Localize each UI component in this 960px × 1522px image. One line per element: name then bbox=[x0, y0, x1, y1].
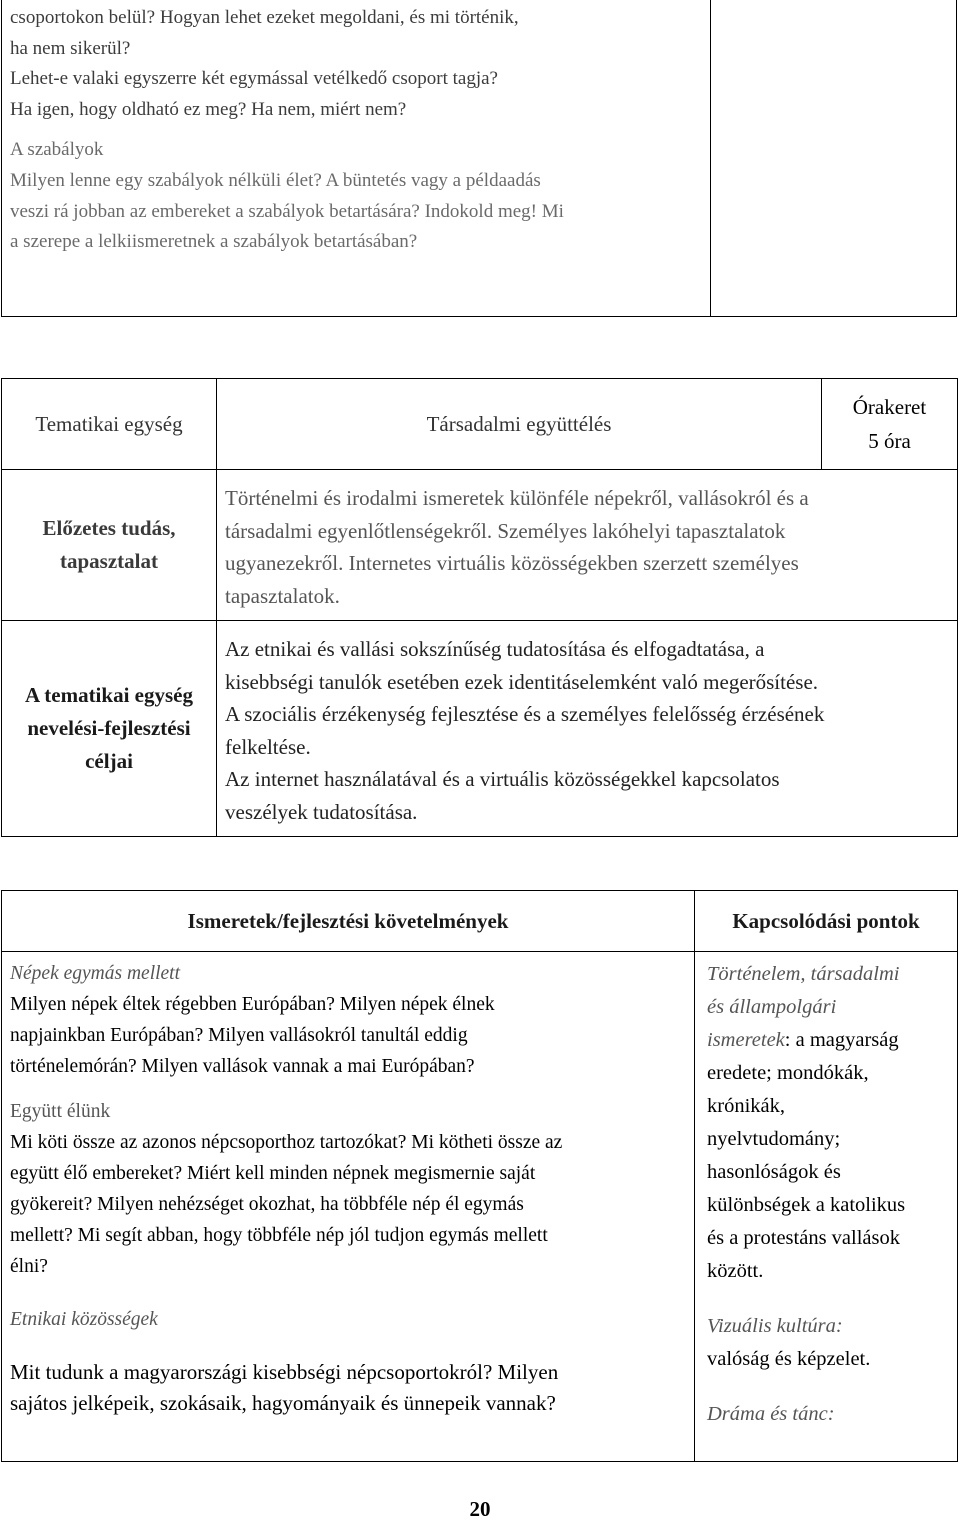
link-title: ismeretek bbox=[707, 1029, 785, 1051]
links-cell-empty bbox=[711, 0, 957, 317]
hours-value: 5 óra bbox=[868, 429, 911, 453]
link-text: között. bbox=[707, 1260, 764, 1282]
link-title: Dráma és tánc: bbox=[707, 1403, 835, 1425]
prior-knowledge-label bbox=[2, 470, 217, 621]
label-line: A tematikai egység bbox=[25, 683, 193, 707]
link-title: Történelem, társadalmi bbox=[707, 963, 900, 985]
text-line: felkeltése. bbox=[225, 734, 311, 759]
text-line: Mit tudunk a magyarországi kisebbségi népcsoportokról? Milyen bbox=[10, 1360, 559, 1384]
text-line: csoportokon belül? Hogyan lehet ezeket megoldani, és mi történik, bbox=[10, 7, 519, 28]
text-line: mellett? Mi segít abban, hogy többféle nép jól tudjon egymás mellett bbox=[10, 1225, 548, 1246]
requirements-header: Ismeretek/fejlesztési követelmények bbox=[2, 891, 695, 952]
label-line: Előzetes tudás, bbox=[42, 516, 176, 540]
text-line: Mi köti össze az azonos népcsoporthoz tartozókat? Mi kötheti össze az bbox=[10, 1132, 563, 1153]
text-line: Milyen népek éltek régebben Európában? Milyen népek élnek bbox=[10, 994, 495, 1015]
text-line: Az etnikai és vallási sokszínűség tudatosítása és elfogadtatása, a bbox=[225, 637, 765, 661]
text-line: élni? bbox=[10, 1256, 48, 1277]
continuation-table bbox=[1, 0, 957, 317]
label-line: tapasztalat bbox=[60, 549, 158, 573]
text-line: történelemórán? Milyen vallások vannak a mai Európában? bbox=[10, 1056, 475, 1077]
text-line: napjainkban Európában? Milyen vallásokról tanultál eddig bbox=[10, 1025, 468, 1046]
hours-cell bbox=[822, 379, 958, 470]
link-text: különbségek a katolikus bbox=[707, 1194, 906, 1216]
text-line: a szerepe a lelkiismeretnek a szabályok betartásában? bbox=[10, 231, 418, 253]
link-line bbox=[707, 1024, 949, 1057]
link-text: : a magyarság bbox=[784, 1029, 899, 1051]
link-text: krónikák, bbox=[707, 1095, 785, 1117]
text-line: Milyen lenne egy szabályok nélküli élet? A büntetés vagy a példaadás bbox=[10, 169, 541, 191]
text-line: sajátos jelképeik, szokásaik, hagyományaik és ünnepeik vannak? bbox=[10, 1391, 556, 1415]
rules-heading: A szabályok bbox=[10, 139, 104, 161]
unit-title: Társadalmi együttélés bbox=[217, 379, 822, 470]
label-line: nevelési-fejlesztési bbox=[27, 716, 191, 740]
text-line: Történelmi és irodalmi ismeretek különféle népekről, vallásokról és a bbox=[225, 486, 809, 510]
goals-label bbox=[2, 621, 217, 837]
text-line: ha nem sikerül? bbox=[10, 37, 131, 59]
link-text: hasonlóságok és bbox=[707, 1161, 841, 1183]
text-line: veszélyek tudatosítása. bbox=[225, 799, 418, 824]
text-line: ugyanezekről. Internetes virtuális közösségekben szerzett személyes bbox=[225, 551, 799, 575]
topic-title: Etnikai közösségek bbox=[10, 1309, 158, 1330]
label-line: céljai bbox=[85, 749, 133, 773]
text-line: A szociális érzékenység fejlesztése és a személyes felelősség érzésének bbox=[225, 702, 825, 726]
topic-title: Együtt élünk bbox=[10, 1101, 111, 1122]
link-title: és állampolgári bbox=[707, 996, 837, 1018]
text-line: gyökereit? Milyen nehézséget okozhat, ha többféle nép él egymás bbox=[10, 1194, 524, 1215]
link-text: eredete; mondókák, bbox=[707, 1062, 869, 1084]
links-cell bbox=[695, 952, 958, 1462]
link-text: nyelvtudomány; bbox=[707, 1128, 841, 1150]
text-line: tapasztalatok. bbox=[225, 583, 340, 608]
topic-title: Népek egymás mellett bbox=[10, 963, 181, 984]
thematic-unit-table bbox=[1, 378, 958, 837]
prior-knowledge-text bbox=[217, 470, 958, 621]
text-line: Az internet használatával és a virtuális közösségekkel kapcsolatos bbox=[225, 767, 780, 791]
text-line: együtt élő embereket? Miért kell minden népnek megismernie saját bbox=[10, 1163, 536, 1184]
page-number: 20 bbox=[469, 1497, 491, 1521]
requirements-cell bbox=[2, 952, 695, 1462]
text-line: Ha igen, hogy oldható ez meg? Ha nem, miért nem? bbox=[10, 98, 407, 120]
text-line: társadalmi egyenlőtlenségekről. Személyes lakóhelyi tapasztalatok bbox=[225, 518, 786, 543]
link-title: Vizuális kultúra: bbox=[707, 1315, 843, 1337]
text-line: kisebbségi tanulók esetében ezek identitáselemként való megerősítése. bbox=[225, 669, 819, 694]
hours-label: Órakeret bbox=[852, 395, 927, 419]
links-header: Kapcsolódási pontok bbox=[695, 891, 958, 952]
link-text: valóság és képzelet. bbox=[707, 1348, 871, 1370]
text-line: veszi rá jobban az embereket a szabályok betartására? Indokold meg! Mi bbox=[10, 200, 564, 222]
link-text: és a protestáns vallások bbox=[707, 1227, 900, 1249]
continuation-cell bbox=[2, 0, 711, 317]
unit-header-label: Tematikai egység bbox=[2, 379, 217, 470]
requirements-table bbox=[1, 890, 958, 1462]
goals-text bbox=[217, 621, 958, 837]
text-line: Lehet-e valaki egyszerre két egymással vetélkedő csoport tagja? bbox=[10, 68, 498, 90]
